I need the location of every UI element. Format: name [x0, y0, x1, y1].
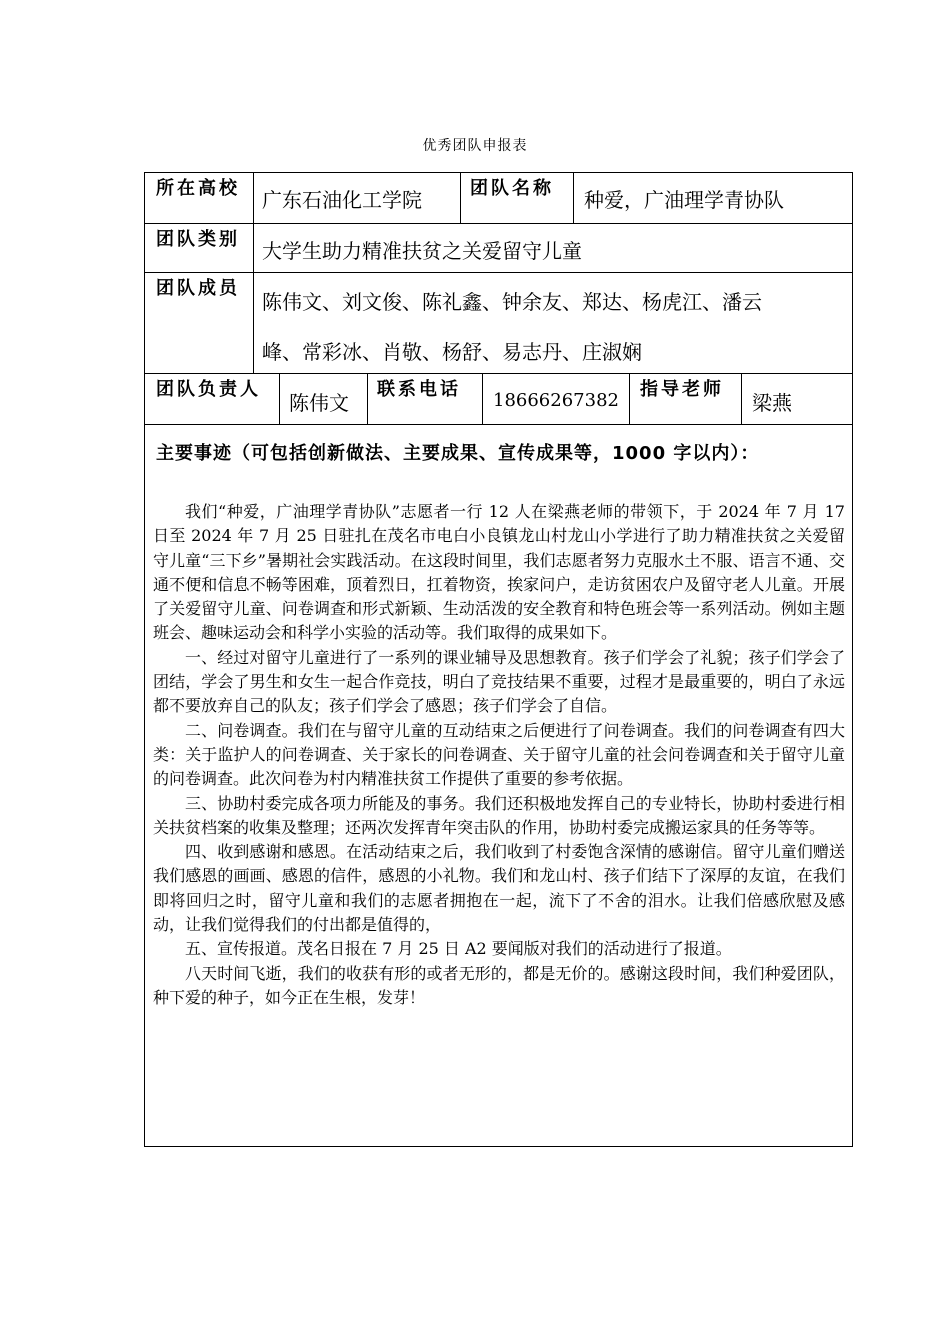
advisor-label: 指导老师 [640, 379, 724, 400]
phone-label: 联系电话 [377, 379, 461, 400]
school-value: 广东石油化工学院 [262, 188, 422, 212]
phone-value: 18666267382 [493, 390, 619, 411]
summary-body [153, 500, 845, 1010]
members-line-1: 陈伟文、刘文俊、陈礼鑫、钟余友、郑达、杨虎江、潘云 [262, 290, 762, 314]
form-title: 优秀团队申报表 [422, 138, 528, 154]
team-name-value: 种爱，广油理学青协队 [584, 188, 784, 212]
summary-paragraph: 四、收到感谢和感恩。在活动结束之后，我们收到了村委饱含深情的感谢信。留守儿童们赠送我们感恩的画画、感恩的信件，感恩的小礼物。我们和龙山村、孩子们结下了深厚的友谊，在我们即将回归之时，留守儿童和我们的志愿者拥抱在一起，流下了不舍的泪水。让我们倍感欣慰及感动，让我们觉得我们的付出都是值得的， [153, 842, 845, 935]
team-type-label: 团队类别 [156, 229, 240, 250]
summary-paragraph: 我们“种爱，广油理学青协队”志愿者一行 12 人在梁燕老师的带领下，于 2024 年 7 月 17 日至 2024 年 7 月 25 日驻扎在茂名市电白小良镇龙山村龙山小学进行了助力精准扶贫之关爱留守儿童“三下乡”暑期社会实践活动。在这段时间里，我们志愿者努力克服水土不服、语言不通、交通不便和信息不畅等困难，顶着烈日，扛着物资，挨家问户，走访贫困农户及留守老人儿童。开展了关爱留守儿童、问卷调查和形式新颖、生动活泼的安全教育和特色班会等一系列活动。例如主题班会、趣味运动会和科学小实验的活动等。我们取得的成果如下。 [153, 502, 845, 643]
school-label: 所在高校 [156, 178, 240, 199]
advisor-value: 梁燕 [752, 391, 792, 415]
leader-value: 陈伟文 [289, 391, 349, 415]
members-label: 团队成员 [156, 278, 240, 299]
team-name-label: 团队名称 [470, 178, 554, 199]
members-line-2: 峰、常彩冰、肖敬、杨舒、易志丹、庄淑娴 [262, 340, 642, 364]
summary-paragraph: 八天时间飞逝，我们的收获有形的或者无形的，都是无价的。感谢这段时间，我们种爱团队，种下爱的种子，如今正在生根，发芽！ [153, 963, 845, 1007]
summary-paragraph: 二、问卷调查。我们在与留守儿童的互动结束之后便进行了问卷调查。我们的问卷调查有四大类：关于监护人的问卷调查、关于家长的问卷调查、关于留守儿童的社会问卷调查和关于留守儿童的问卷调查。此次问卷为村内精准扶贫工作提供了重要的参考依据。 [153, 720, 845, 789]
leader-label: 团队负责人 [156, 379, 261, 400]
summary-paragraph: 三、协助村委完成各项力所能及的事务。我们还积极地发挥自己的专业特长，协助村委进行相关扶贫档案的收集及整理；还两次发挥青年突击队的作用，协助村委完成搬运家具的任务等等。 [153, 793, 845, 837]
summary-heading: 主要事迹（可包括创新做法、主要成果、宣传成果等，1000 字以内）： [156, 443, 760, 464]
team-type-value: 大学生助力精准扶贫之关爱留守儿童 [262, 239, 582, 263]
summary-paragraph: 一、经过对留守儿童进行了一系列的课业辅导及思想教育。孩子们学会了礼貌；孩子们学会了团结，学会了男生和女生一起合作竞技，明白了竞技结果不重要，过程才是最重要的，明白了永远都不要放弃自己的队友；孩子们学会了感恩；孩子们学会了自信。 [153, 647, 845, 716]
summary-paragraph: 五、宣传报道。茂名日报在 7 月 25 日 A2 要闻版对我们的活动进行了报道。 [185, 939, 732, 959]
